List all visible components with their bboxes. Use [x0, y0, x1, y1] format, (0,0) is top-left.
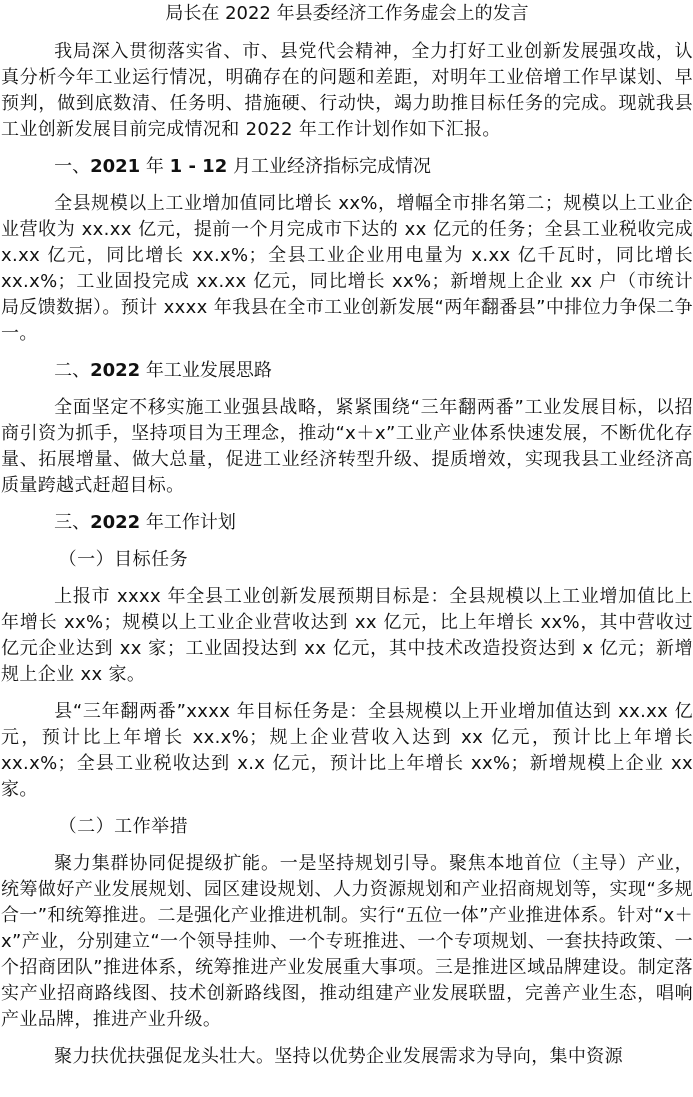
section-3-suffix: 年工作计划: [140, 512, 236, 533]
section-2-paragraph: 全面坚定不移实施工业强县战略，紧紧围绕“三年翻两番”工业发展目标，以招商引资为抓手，坚持项目为王理念，推动“x＋x”工业产业体系快速发展，不断优化存量、拓展增量、做大总量，促进工业经济转型升级、提质增效，实现我县工业经济高质量跨越式赶超目标。: [1, 397, 693, 496]
subsection-2-paragraph-1: 聚力集群协同促提级扩能。一是坚持规划引导。聚焦本地首位（主导）产业，统筹做好产业发展规划、园区建设规划、人力资源规划和产业招商规划等，实现“多规合一”和统筹推进。二是强化产业推进机制。实行“五位一体”产业推进体系。针对“x＋x”产业，分别建立“一个领导挂帅、一个专班推进、一个专项规划、一套扶持政策、一个招商团队”推进体系，统筹推进产业发展重大事项。三是推进区域品牌建设。制定落实产业招商路线图、技术创新路线图，推动组建产业发展联盟，完善产业生态，唱响产业品牌，推进产业升级。: [1, 853, 693, 1030]
section-heading-2: [1, 358, 693, 384]
subsection-heading-2: （二）工作举措: [58, 816, 189, 837]
section-1-year-suffix: 年: [140, 156, 170, 177]
section-1-paragraph: 全县规模以上工业增加值同比增长 xx%，增幅全市排名第二；规模以上工业企业营收为 xx.xx 亿元，提前一个月完成市下达的 xx 亿元的任务；全县工业税收完成 x.xx 亿元，同比增长 xx.x%；全县工业企业用电量为 x.xx 亿千瓦时，同比增长 xx.x%；工业固投完成 xx.xx 亿元，同比增长 xx%；新增规上企业 xx 户（市统计局反馈数据）。预计 xxxx 年我县在全市工业创新发展“两年翻番县”中排位力争保二争一。: [1, 193, 693, 344]
subsection-1-paragraph-2: 县“三年翻两番”xxxx 年目标任务是：全县规模以上开业增加值达到 xx.xx 亿元，预计比上年增长 xx.x%；规上企业营收入达到 xx 亿元，预计比上年增长 xx.x%；全县工业税收达到 x.x 亿元，预计比上年增长 xx%；新增规模上企业 xx 家。: [1, 701, 693, 800]
subsection-2-paragraph-2: 聚力扶优扶强促龙头壮大。坚持以优势企业发展需求为导向，集中资源: [54, 1046, 623, 1067]
section-1-year: 2021: [90, 156, 141, 177]
section-1-month-range: 1 - 12: [169, 156, 228, 177]
section-2-prefix: 二、: [54, 360, 91, 381]
document-title: 局长在 2022 年县委经济工作务虚会上的发言: [165, 3, 529, 24]
intro-paragraph: 我局深入贯彻落实省、市、县党代会精神，全力打好工业创新发展强攻战，认真分析今年工业运行情况，明确存在的问题和差距，对明年工业倍增工作早谋划、早预判，做到底数清、任务明、措施硬、行动快，竭力助推目标任务的完成。现就我县工业创新发展目前完成情况和 2022 年工作计划作如下汇报。: [1, 41, 693, 140]
section-3-prefix: 三、: [54, 512, 91, 533]
document: [1, 0, 693, 1081]
subsection-1-paragraph-1: 上报市 xxxx 年全县工业创新发展预期目标是：全县规模以上工业增加值比上年增长 xx%；规模以上工业企业营收达到 xx 亿元，比上年增长 xx%，其中营收过亿元企业达到 xx 家；工业固投达到 xx 亿元，其中技术改造投资达到 x 亿元；新增规上企业 xx 家。: [1, 586, 693, 685]
section-heading-1: [1, 154, 693, 180]
section-3-year: 2022: [90, 512, 141, 533]
section-2-suffix: 年工业发展思路: [140, 360, 272, 381]
section-1-suffix: 月工业经济指标完成情况: [227, 156, 431, 177]
section-2-year: 2022: [90, 360, 141, 381]
section-1-prefix: 一、: [54, 156, 91, 177]
section-heading-3: [1, 510, 693, 536]
subsection-heading-1: （一）目标任务: [58, 549, 189, 570]
